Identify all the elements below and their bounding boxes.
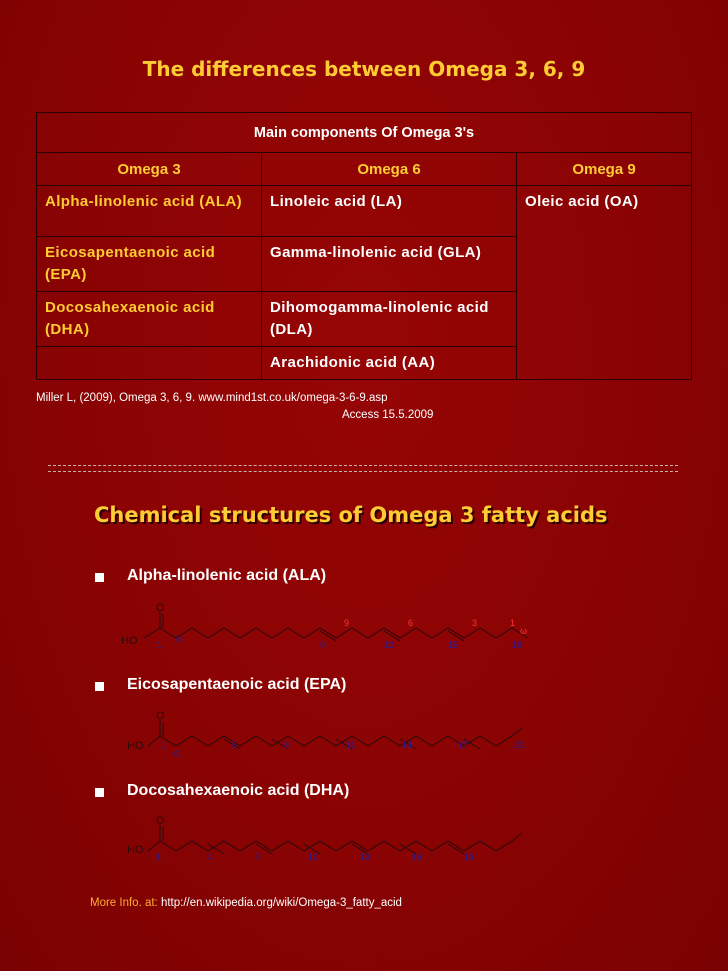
reference-access-date: Access 15.5.2009: [342, 409, 434, 421]
atom-ho-label: HO: [121, 635, 138, 647]
omega-position-number: 9: [344, 618, 350, 628]
more-info-label: More Info. at:: [90, 897, 158, 909]
atom-ho-label: HO: [127, 740, 144, 752]
omega6-cell: Dihomogamma-linolenic acid (DLA): [262, 292, 517, 347]
omega3-cell: Docosahexaenoic acid (DHA): [37, 292, 262, 347]
omega9-cell: Oleic acid (OA): [517, 186, 692, 380]
carbon-number: 12: [384, 640, 395, 650]
acid-label-ala: Alpha-linolenic acid (ALA): [127, 567, 327, 584]
carbon-number: 1: [157, 640, 163, 650]
omega-position-number: 3: [472, 618, 478, 628]
reference-citation: Miller L, (2009), Omega 3, 6, 9. www.mind1st.co.uk/omega-3-6-9.asp: [36, 392, 388, 404]
omega-position-number: 1: [510, 618, 516, 628]
omega-symbol: ω: [520, 626, 528, 636]
bullet-icon: [95, 682, 104, 691]
carbon-number: 15: [448, 640, 459, 650]
atom-o-label: O: [156, 602, 165, 614]
omega-position-number: 6: [408, 618, 414, 628]
carbon-number: 8: [284, 740, 290, 750]
omega6-cell: Gamma-linolenic acid (GLA): [262, 237, 517, 292]
acid-label-dha: Docosahexaenoic acid (DHA): [127, 782, 350, 799]
carbon-number: 13: [360, 852, 371, 862]
alpha-symbol: α: [176, 634, 182, 644]
omega3-cell: Alpha-linolenic acid (ALA): [37, 186, 262, 237]
atom-o-label: O: [156, 710, 165, 722]
ala-structure-diagram: [118, 600, 538, 652]
carbon-number: 16: [412, 852, 423, 862]
carbon-number: 5: [232, 740, 238, 750]
carbon-number: 9: [320, 640, 326, 650]
header-omega-9: Omega 9: [517, 153, 692, 186]
carbon-number: 1: [156, 852, 162, 862]
dha-structure-diagram: [118, 815, 538, 867]
omega3-cell: Eicosapentaenoic acid (EPA): [37, 237, 262, 292]
carbon-number: 4: [208, 852, 214, 862]
atom-o-label: O: [156, 815, 165, 827]
carbon-number: 1: [161, 740, 167, 750]
atom-ho-label: HO: [127, 844, 144, 856]
epa-structure-diagram: [118, 708, 538, 760]
more-info-line: [90, 897, 402, 909]
carbon-number: 20: [514, 740, 525, 750]
carbon-number: 18: [512, 640, 523, 650]
bullet-icon: [95, 788, 104, 797]
alpha-symbol: α: [174, 748, 180, 758]
omega-comparison-table: [36, 112, 692, 380]
acid-label-epa: Eicosapentaenoic acid (EPA): [127, 676, 347, 693]
omega6-cell: Arachidonic acid (AA): [262, 347, 517, 380]
table-caption: Main components Of Omega 3's: [37, 113, 692, 153]
omega6-cell: Linoleic acid (LA): [262, 186, 517, 237]
omega3-cell-empty: [37, 347, 262, 380]
carbon-number: 17: [458, 740, 469, 750]
bullet-icon: [95, 573, 104, 582]
more-info-link[interactable]: http://en.wikipedia.org/wiki/Omega-3_fatty_acid: [160, 897, 402, 909]
carbon-number: 7: [256, 852, 262, 862]
carbon-number: 11: [346, 740, 356, 750]
carbon-number: 19: [464, 852, 475, 862]
carbon-number: 14: [402, 740, 413, 750]
header-omega-3: Omega 3: [37, 153, 262, 186]
carbon-number: 10: [308, 852, 319, 862]
header-omega-6: Omega 6: [262, 153, 517, 186]
section-divider: [48, 465, 678, 472]
section-title: Chemical structures of Omega 3 fatty acids: [94, 503, 608, 527]
page-title: The differences between Omega 3, 6, 9: [142, 57, 586, 81]
